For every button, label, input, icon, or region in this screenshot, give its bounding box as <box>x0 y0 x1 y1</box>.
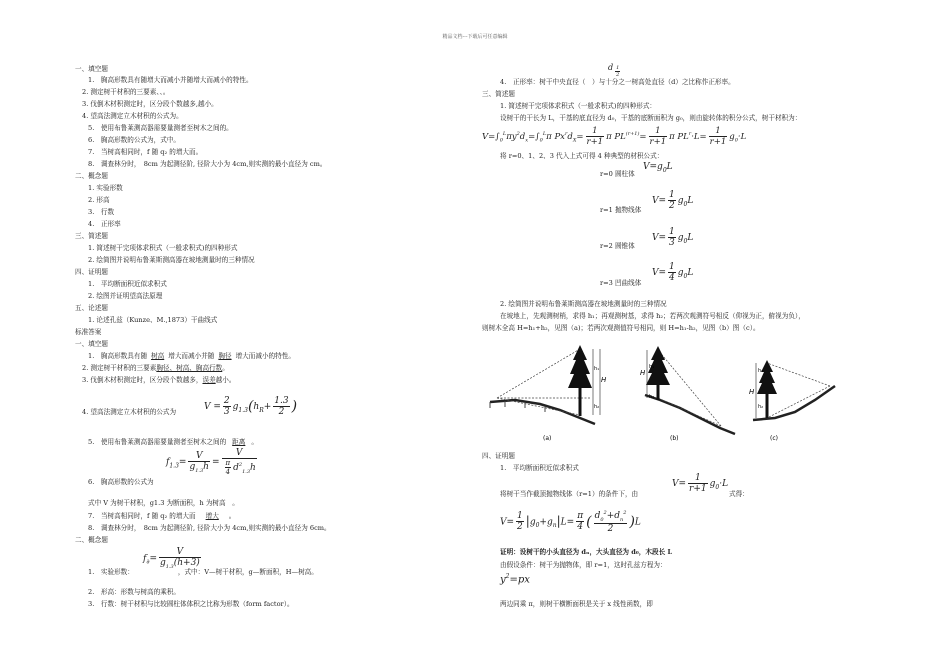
section-proof: 四、证明题 <box>75 268 108 276</box>
answer-3-blank: 误差 <box>202 376 216 384</box>
right-proof-2: 将树干当作截顶抛物线体（r=1）的条件下，由 <box>500 490 639 498</box>
section-fill: 一、填空题 <box>75 65 108 73</box>
right-proof-1: 1. 平均断面积近似求积式 <box>500 464 579 472</box>
svg-text:H: H <box>749 388 755 396</box>
right-proof-4: 由假设条件：树干为抛物体，即 r=1，这时孔兹方程为： <box>500 561 667 569</box>
answers-title: 标准答案 <box>75 328 102 336</box>
answer-8: 8. 调查林分时， 8cm 为起测径阶, 径阶大小为 4cm,则实测的最小直径为 6cm。 <box>88 524 331 532</box>
shape-r3: r=3 凹曲线体 <box>600 279 642 287</box>
right-brief-2b: 在坡地上，先观测树梢，求得 h₁；再观测树基，求得 h₂；若两次观测符号相反（仰视为正，俯视为负）， <box>500 312 805 320</box>
figure-a <box>490 345 607 442</box>
formula-mean-area: V= $\frac{1}{2}$ $|g_0+g_n|L=$ $\frac{\pi}{4}$ ( $\frac{d_0^2+d_n^2}{2}$ )L <box>500 510 641 534</box>
svg-text:h₁: h₁ <box>649 364 655 370</box>
answer-b3: 3. 行数：树干材积与比较圆柱体体积之比称为形数（form factor）。 <box>88 600 294 608</box>
fill-8: 8. 调查林分时， 8cm 为起测径阶, 径阶大小为 4cm,则实测的最小直径为 cm。 <box>88 160 327 168</box>
answer-2 <box>82 364 229 372</box>
svg-text:H: H <box>601 376 607 384</box>
answer-7-text: 7. 当树高相同时，f 随 q₂ 的增大而 <box>88 512 196 520</box>
fill-2: 2. 测定树干材积的三要素、、。 <box>82 88 170 96</box>
figure-c <box>749 360 835 442</box>
section-essay: 五、论述题 <box>75 304 108 312</box>
right-section-brief: 三、简述题 <box>482 90 515 98</box>
formula-truncated-paraboloid: V= $\frac{1}{r+1}$ $g_0\cdot L$ <box>672 473 729 494</box>
fill-6: 6. 胸高形数的公式为，式中。 <box>88 136 181 144</box>
answer-7-blank: 增大 <box>205 512 219 520</box>
answer-6-note: 式中 V 为树干材积，g1.3 为断面积，h 为树高 。 <box>88 499 239 507</box>
section-brief: 三、简述题 <box>75 232 108 240</box>
figure-b <box>640 346 735 442</box>
formula-general-volume: $V=\int_0^L\pi y^2d_x=\int_0^L\pi$ $Px^rd_X=$ $\frac{1}{r+1}$ π $PL^{(r+1)}=$ $\frac{1}{r+1}$ π $PL^r\cdot L=$ $\frac{1}{r+1}$ $g_0\cdot L$ <box>482 126 747 147</box>
svg-text:h₂: h₂ <box>758 404 764 410</box>
figure-a-label: (a) <box>543 435 552 442</box>
fill-1: 1. 胸高形数具有随增大而减小并随增大而减小的特性。 <box>88 76 253 84</box>
right-brief-1b: 设树干的干长为 L，干基的底直径为 d₀，干基的底断面积为 g₀，则由旋转体的积分公式，树干材积为： <box>500 114 802 122</box>
fill-5: 5. 使用布鲁莱测高器需要量测者至树木之间的。 <box>88 124 233 132</box>
right-proof-3: 证明：设树干的小头直径为 dₙ，大头直径为 d₀，木段长 L <box>500 548 673 556</box>
fill-4: 4. 望高法测定立木材积的公式为。 <box>82 112 183 120</box>
answer-6: 6. 胸高形数的公式为 <box>88 478 154 486</box>
answer-1-text3: 增大而减小的特性。 <box>235 352 295 360</box>
answer-2-text: 2. 测定树干材积的三要素 <box>82 364 157 372</box>
answer-b1-note: ，式中：V—树干材积，g—断面积，H—树高。 <box>177 568 318 576</box>
concept-3: 3. 行数 <box>88 208 115 216</box>
shape-r0: r=0 圆柱体 <box>600 170 635 178</box>
answer-4: 4. 望高法测定立木材积的公式为 <box>82 408 177 416</box>
concept-2: 2. 形高 <box>88 196 110 204</box>
right-proof-2b: 式得： <box>729 490 749 498</box>
svg-text:h₂: h₂ <box>594 404 600 410</box>
shape-r2: r=2 圆锥体 <box>600 242 635 250</box>
answer-1-text2: 增大而减小并随 <box>168 352 215 360</box>
answer-3-text: 3. 伐倒木材积测定时，区分段个数越多， <box>82 376 203 384</box>
answer-7-end: 。 <box>228 512 236 520</box>
answer-1-text: 1. 胸高形数具有随 <box>88 352 148 360</box>
concept-1: 1. 实验形数 <box>88 184 123 192</box>
right-proof-5: 两边同乘 π，则树干横断面积是关于 x 线性函数，即 <box>500 600 653 608</box>
figure-b-label: (b) <box>670 435 679 442</box>
formula-pressler: V = $\frac{2}{3}$ $g_{1.3}(h_R+$ $\frac{1.3}{2}$ ) <box>204 396 298 417</box>
brief-1: 1. 简述树干完项体求积式（一般求积式)的四种形式 <box>88 244 238 252</box>
svg-text:H: H <box>640 369 646 377</box>
answer-5-end: 。 <box>251 438 258 446</box>
formula-experimental: $f_\partial=$ $\frac{V}{g_{1.3}(h+3)}$ <box>143 547 200 570</box>
answer-b1 <box>88 568 318 576</box>
shape-r1: r=1 抛物线体 <box>600 206 642 214</box>
slope-height-figure <box>485 340 845 445</box>
right-brief-2: 2. 绘简图并说明布鲁莱斯测高器在坡地测量时的三种情况 <box>500 300 667 308</box>
formula-d-half: d $_{\frac{1}{2}}$ <box>608 63 620 78</box>
answer-b2: 2. 形高：形数与树高的乘积。 <box>88 588 181 596</box>
right-brief-1c: 将 r=0、1、2、3 代入上式可得 4 种典型的材积公式： <box>500 152 664 160</box>
svg-text:h₁: h₁ <box>594 366 600 372</box>
concept-r4: 4. 正形率：树干中央直径（ ）与十分之一树高处直径（d）之比称作正形率。 <box>500 78 735 86</box>
answer-2-end: 。 <box>222 364 229 372</box>
svg-text:h₂: h₂ <box>649 394 655 400</box>
answer-5-blank: 距离 <box>232 438 246 446</box>
section-concept: 二、概念题 <box>75 172 108 180</box>
fill-3: 3. 伐倒木材积测定时，区分段个数越多,越小。 <box>82 100 218 108</box>
answer-5-text: 5. 使用布鲁莱测高器需要量测者至树木之间的 <box>88 438 227 446</box>
essay-1: 1. 论述孔兹（Kunze、M.,1873）干曲线式 <box>88 316 218 324</box>
figure-c-label: (c) <box>770 435 778 442</box>
formula-r0: $V=g_0L$ <box>643 162 673 174</box>
fill-7: 7. 当树高相同时，f 随 q₂ 的增大而。 <box>88 148 203 156</box>
brief-2: 2. 绘简图并说明布鲁莱斯测高器在坡地测量时的三种情况 <box>88 256 255 264</box>
formula-r1: V= $\frac{1}{2}$ $g_0L$ <box>652 190 694 211</box>
right-brief-2c: 则树木全高 H=h₁+h₂，见图（a)；若两次观测值符号相同，则 H=h₁-h₂，见图（b）图（c）。 <box>482 324 760 332</box>
proof-2: 2. 绘图并证明望高法原理 <box>88 292 163 300</box>
answers-section-fill: 一、填空题 <box>75 340 108 348</box>
formula-r2: V= $\frac{1}{3}$ $g_0L$ <box>652 227 694 248</box>
answer-1-blank-a: 树高 <box>151 352 165 360</box>
answer-2-blank: 胸径、树高、胸高行数 <box>156 364 223 372</box>
formula-form-factor: $f_{1.3}=$ $\frac{V}{g_{1.3}h}$ = V $\frac{\pi}{4}$ $d^2_{1.3}h$ <box>166 448 256 476</box>
formula-parabola: $y^2=px$ <box>500 573 530 586</box>
answer-5 <box>88 438 258 446</box>
right-section-proof: 四、证明题 <box>482 452 515 460</box>
page-header: 精品文档---下载后可任意编辑 <box>442 34 508 40</box>
answer-1 <box>88 352 295 360</box>
concept-4: 4. 正形率 <box>88 220 121 228</box>
answer-1-blank-b: 胸径 <box>218 352 232 360</box>
answer-7 <box>88 512 235 520</box>
answer-3-end: 越小。 <box>215 376 236 384</box>
proof-1: 1. 平均断面积近似求积式 <box>88 280 167 288</box>
formula-r3: V= $\frac{1}{4}$ $g_0L$ <box>652 262 694 283</box>
answers-section-concept: 二、概念题 <box>75 536 108 544</box>
svg-text:h₁: h₁ <box>758 368 764 374</box>
answer-3 <box>82 376 235 384</box>
answer-b1-text: 1. 实验形数： <box>88 568 134 576</box>
right-brief-1: 1. 简述树干完项体求积式（一般求积式)的四种形式： <box>500 102 657 110</box>
